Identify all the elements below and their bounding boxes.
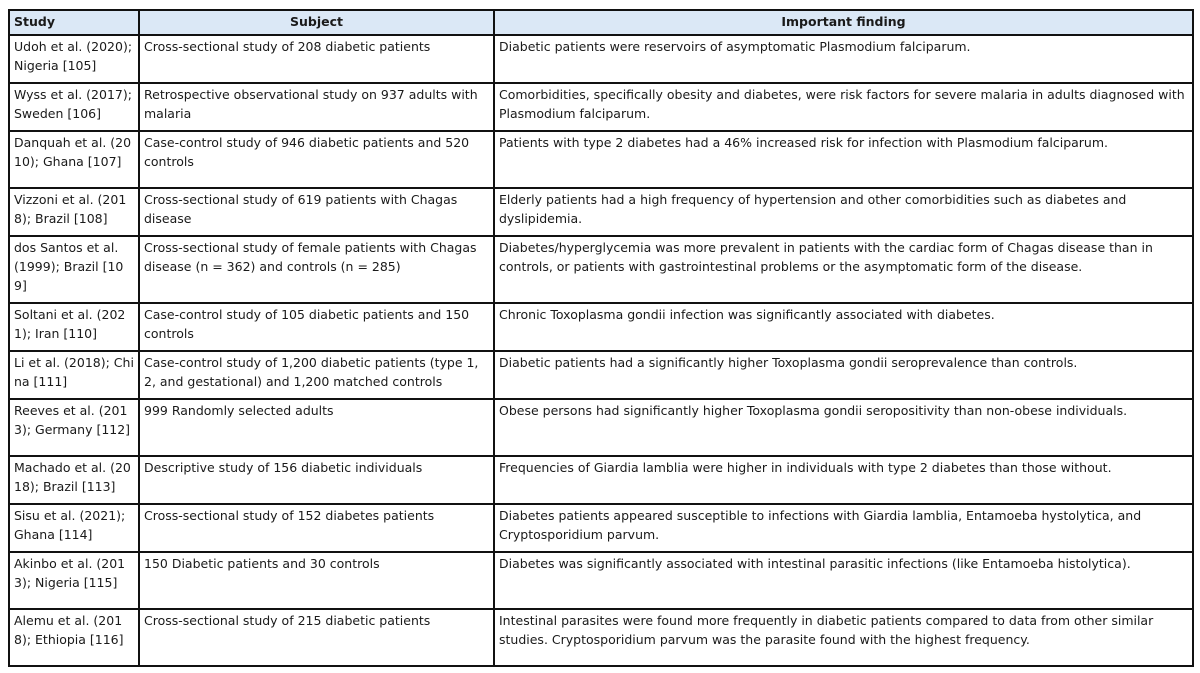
table-row — [9, 35, 1193, 83]
study-cell: Vizzoni et al. (2018); Brazil [108] — [9, 188, 139, 236]
subject-cell: Cross-sectional study of 208 diabetic patients — [139, 35, 494, 83]
study-cell: Soltani et al. (2021); Iran [110] — [9, 303, 139, 351]
finding-cell: Obese persons had significantly higher Toxoplasma gondii seropositivity than non-obese individuals. — [494, 399, 1193, 456]
subject-cell: Cross-sectional study of 619 patients with Chagas disease — [139, 188, 494, 236]
header-study: Study — [9, 10, 139, 35]
finding-cell: Chronic Toxoplasma gondii infection was significantly associated with diabetes. — [494, 303, 1193, 351]
study-cell: Udoh et al. (2020); Nigeria [105] — [9, 35, 139, 83]
subject-cell: Descriptive study of 156 diabetic individuals — [139, 456, 494, 504]
finding-cell: Diabetes patients appeared susceptible to infections with Giardia lamblia, Entamoeba hystolytica, and Cryptosporidium parvum. — [494, 504, 1193, 552]
subject-cell: Retrospective observational study on 937 adults with malaria — [139, 83, 494, 131]
subject-cell: Cross-sectional study of 215 diabetic patients — [139, 609, 494, 666]
study-cell: Machado et al. (2018); Brazil [113] — [9, 456, 139, 504]
table-row — [9, 351, 1193, 399]
subject-cell: Case-control study of 1,200 diabetic patients (type 1, 2, and gestational) and 1,200 matched controls — [139, 351, 494, 399]
study-cell: Reeves et al. (2013); Germany [112] — [9, 399, 139, 456]
finding-cell: Patients with type 2 diabetes had a 46% increased risk for infection with Plasmodium falciparum. — [494, 131, 1193, 188]
table-row — [9, 83, 1193, 131]
subject-cell: Cross-sectional study of female patients with Chagas disease (n = 362) and controls (n = 285) — [139, 236, 494, 303]
study-cell: Danquah et al. (2010); Ghana [107] — [9, 131, 139, 188]
table-row — [9, 399, 1193, 456]
table-row — [9, 552, 1193, 609]
study-cell: Akinbo et al. (2013); Nigeria [115] — [9, 552, 139, 609]
findings-table — [8, 9, 1194, 667]
study-cell: Sisu et al. (2021); Ghana [114] — [9, 504, 139, 552]
study-cell: dos Santos et al. (1999); Brazil [109] — [9, 236, 139, 303]
finding-cell: Diabetic patients had a significantly higher Toxoplasma gondii seroprevalence than controls. — [494, 351, 1193, 399]
table-row — [9, 303, 1193, 351]
table-row — [9, 131, 1193, 188]
finding-cell: Intestinal parasites were found more frequently in diabetic patients compared to data from other similar studies. Cryptosporidium parvum was the parasite found with the highest frequency. — [494, 609, 1193, 666]
subject-cell: Case-control study of 105 diabetic patients and 150 controls — [139, 303, 494, 351]
header-finding: Important finding — [494, 10, 1193, 35]
table-row — [9, 609, 1193, 666]
finding-cell: Diabetic patients were reservoirs of asymptomatic Plasmodium falciparum. — [494, 35, 1193, 83]
table-row — [9, 188, 1193, 236]
study-cell: Alemu et al. (2018); Ethiopia [116] — [9, 609, 139, 666]
study-cell: Wyss et al. (2017); Sweden [106] — [9, 83, 139, 131]
subject-cell: 999 Randomly selected adults — [139, 399, 494, 456]
table-row — [9, 236, 1193, 303]
header-row — [9, 10, 1193, 35]
finding-cell: Frequencies of Giardia lamblia were higher in individuals with type 2 diabetes than those without. — [494, 456, 1193, 504]
subject-cell: Cross-sectional study of 152 diabetes patients — [139, 504, 494, 552]
header-subject: Subject — [139, 10, 494, 35]
study-cell: Li et al. (2018); China [111] — [9, 351, 139, 399]
table-row — [9, 504, 1193, 552]
finding-cell: Diabetes/hyperglycemia was more prevalent in patients with the cardiac form of Chagas disease than in controls, or patients with gastrointestinal problems or the asymptomatic form of the disease. — [494, 236, 1193, 303]
finding-cell: Comorbidities, specifically obesity and diabetes, were risk factors for severe malaria in adults diagnosed with Plasmodium falciparum. — [494, 83, 1193, 131]
subject-cell: Case-control study of 946 diabetic patients and 520 controls — [139, 131, 494, 188]
finding-cell: Elderly patients had a high frequency of hypertension and other comorbidities such as diabetes and dyslipidemia. — [494, 188, 1193, 236]
subject-cell: 150 Diabetic patients and 30 controls — [139, 552, 494, 609]
finding-cell: Diabetes was significantly associated with intestinal parasitic infections (like Entamoeba histolytica). — [494, 552, 1193, 609]
table-row — [9, 456, 1193, 504]
